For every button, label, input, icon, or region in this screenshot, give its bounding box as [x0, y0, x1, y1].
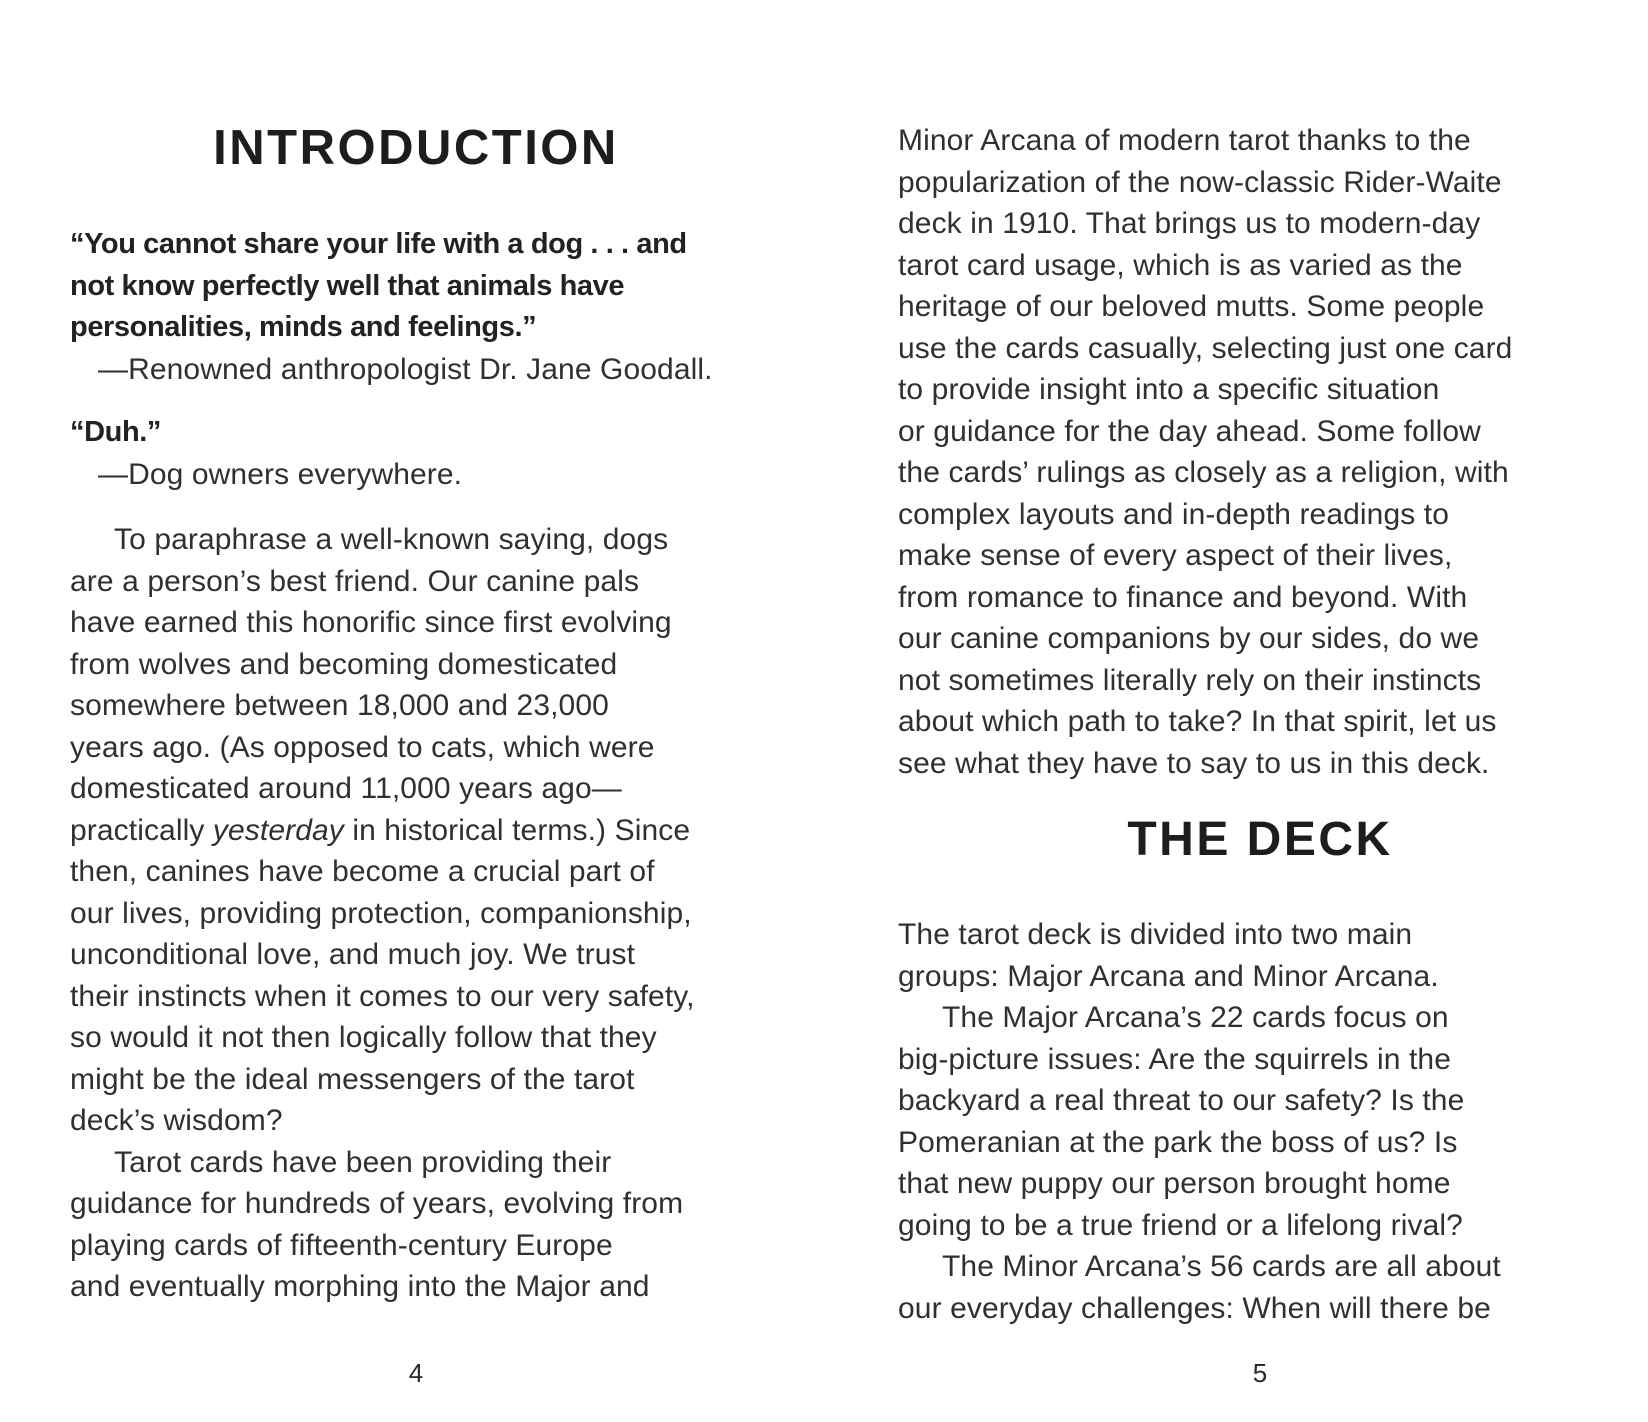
text-line: deck in 1910. That brings us to modern-day — [898, 207, 1481, 240]
page-number-right: 5 — [1252, 1358, 1268, 1388]
page-title: INTRODUCTION — [213, 121, 619, 175]
body-paragraph — [70, 519, 762, 1142]
text-line: then, canines have become a crucial part of — [70, 855, 655, 888]
text-line: from wolves and becoming domesticated — [70, 647, 618, 681]
text-line: “Duh.” — [70, 416, 162, 448]
epigraph-attribution: —Dog owners everywhere. — [98, 457, 463, 491]
body-paragraph — [898, 914, 1622, 997]
epigraph-quote — [70, 412, 762, 454]
text-line: are a person’s best friend. Our canine pals — [70, 564, 640, 598]
text-line: might be the ideal messengers of the tarot — [70, 1062, 635, 1096]
text-line: tarot card usage, which is as varied as the — [898, 248, 1463, 282]
text-line: that new puppy our person brought home — [898, 1167, 1451, 1200]
text-line: to provide insight into a specific situation — [898, 373, 1440, 406]
text-line: from romance to finance and beyond. With — [898, 580, 1468, 614]
text-line: Pomeranian at the park the boss of us? Is — [898, 1125, 1458, 1159]
text-line: use the cards casually, selecting just one card — [898, 331, 1513, 365]
text-line: The Minor Arcana’s 56 cards are all about — [942, 1250, 1501, 1283]
text-line: backyard a real threat to our safety? Is the — [898, 1084, 1465, 1117]
text-line: our everyday challenges: When will there be — [898, 1291, 1491, 1325]
text-line: or guidance for the day ahead. Some follow — [898, 414, 1481, 448]
text-line: groups: Major Arcana and Minor Arcana. — [898, 959, 1439, 993]
text-line: not sometimes literally rely on their instincts — [898, 663, 1482, 697]
text-line: domesticated around 11,000 years ago— — [70, 772, 622, 805]
left-page-body — [70, 519, 762, 1308]
text-line: guidance for hundreds of years, evolving from — [70, 1187, 684, 1220]
right-page — [898, 0, 1622, 1422]
body-paragraph — [70, 1142, 762, 1308]
text-line: and eventually morphing into the Major and — [70, 1270, 650, 1303]
text-line: see what they have to say to us in this deck. — [898, 746, 1490, 780]
epigraph-attribution: —Renowned anthropologist Dr. Jane Goodall. — [98, 352, 713, 386]
text-line: about which path to take? In that spirit, let us — [898, 705, 1497, 738]
epigraph-1 — [70, 224, 762, 390]
text-line: our lives, providing protection, companionship, — [70, 896, 692, 930]
text-line: so would it not then logically follow that they — [70, 1021, 657, 1054]
text-line: somewhere between 18,000 and 23,000 — [70, 689, 609, 722]
text-line: have earned this honorific since first evolving — [70, 606, 672, 639]
text-line: popularization of the now-classic Rider-Waite — [898, 165, 1502, 199]
body-paragraph — [898, 120, 1622, 784]
right-page-body-upper — [898, 120, 1622, 784]
text-line: playing cards of fifteenth-century Europe — [70, 1228, 613, 1262]
text-line: make sense of every aspect of their lives, — [898, 539, 1453, 572]
left-page — [70, 0, 762, 1422]
text-line: their instincts when it comes to our very safety, — [70, 979, 695, 1013]
text-line: our canine companions by our sides, do we — [898, 622, 1480, 655]
epigraph-quote — [70, 224, 762, 349]
text-line: To paraphrase a well-known saying, dogs — [114, 523, 669, 556]
text-line: going to be a true friend or a lifelong rival? — [898, 1208, 1463, 1242]
text-line: years ago. (As opposed to cats, which were — [70, 730, 655, 764]
body-paragraph — [898, 997, 1622, 1246]
section-title: THE DECK — [1127, 813, 1393, 866]
right-page-body-lower — [898, 914, 1622, 1329]
text-line: Tarot cards have been providing their — [114, 1145, 612, 1179]
text-line: personalities, minds and feelings.” — [70, 311, 537, 343]
text-line: Minor Arcana of modern tarot thanks to the — [898, 124, 1471, 157]
text-line: practically yesterday in historical terms.) Since — [70, 813, 691, 847]
text-line: complex layouts and in-depth readings to — [898, 497, 1450, 531]
text-line: The tarot deck is divided into two main — [898, 918, 1413, 951]
text-line: heritage of our beloved mutts. Some people — [898, 290, 1485, 323]
text-line: not know perfectly well that animals have — [70, 269, 625, 302]
epigraph-2 — [70, 412, 762, 495]
text-line: deck’s wisdom? — [70, 1104, 283, 1137]
body-paragraph — [898, 1246, 1622, 1329]
text-line: the cards’ rulings as closely as a religion, with — [898, 456, 1509, 489]
page-number-left: 4 — [408, 1358, 424, 1388]
text-line: The Major Arcana’s 22 cards focus on — [942, 1001, 1449, 1034]
text-line: big-picture issues: Are the squirrels in the — [898, 1042, 1451, 1076]
text-line: unconditional love, and much joy. We trust — [70, 938, 636, 971]
text-line: “You cannot share your life with a dog . . . and — [70, 228, 687, 260]
